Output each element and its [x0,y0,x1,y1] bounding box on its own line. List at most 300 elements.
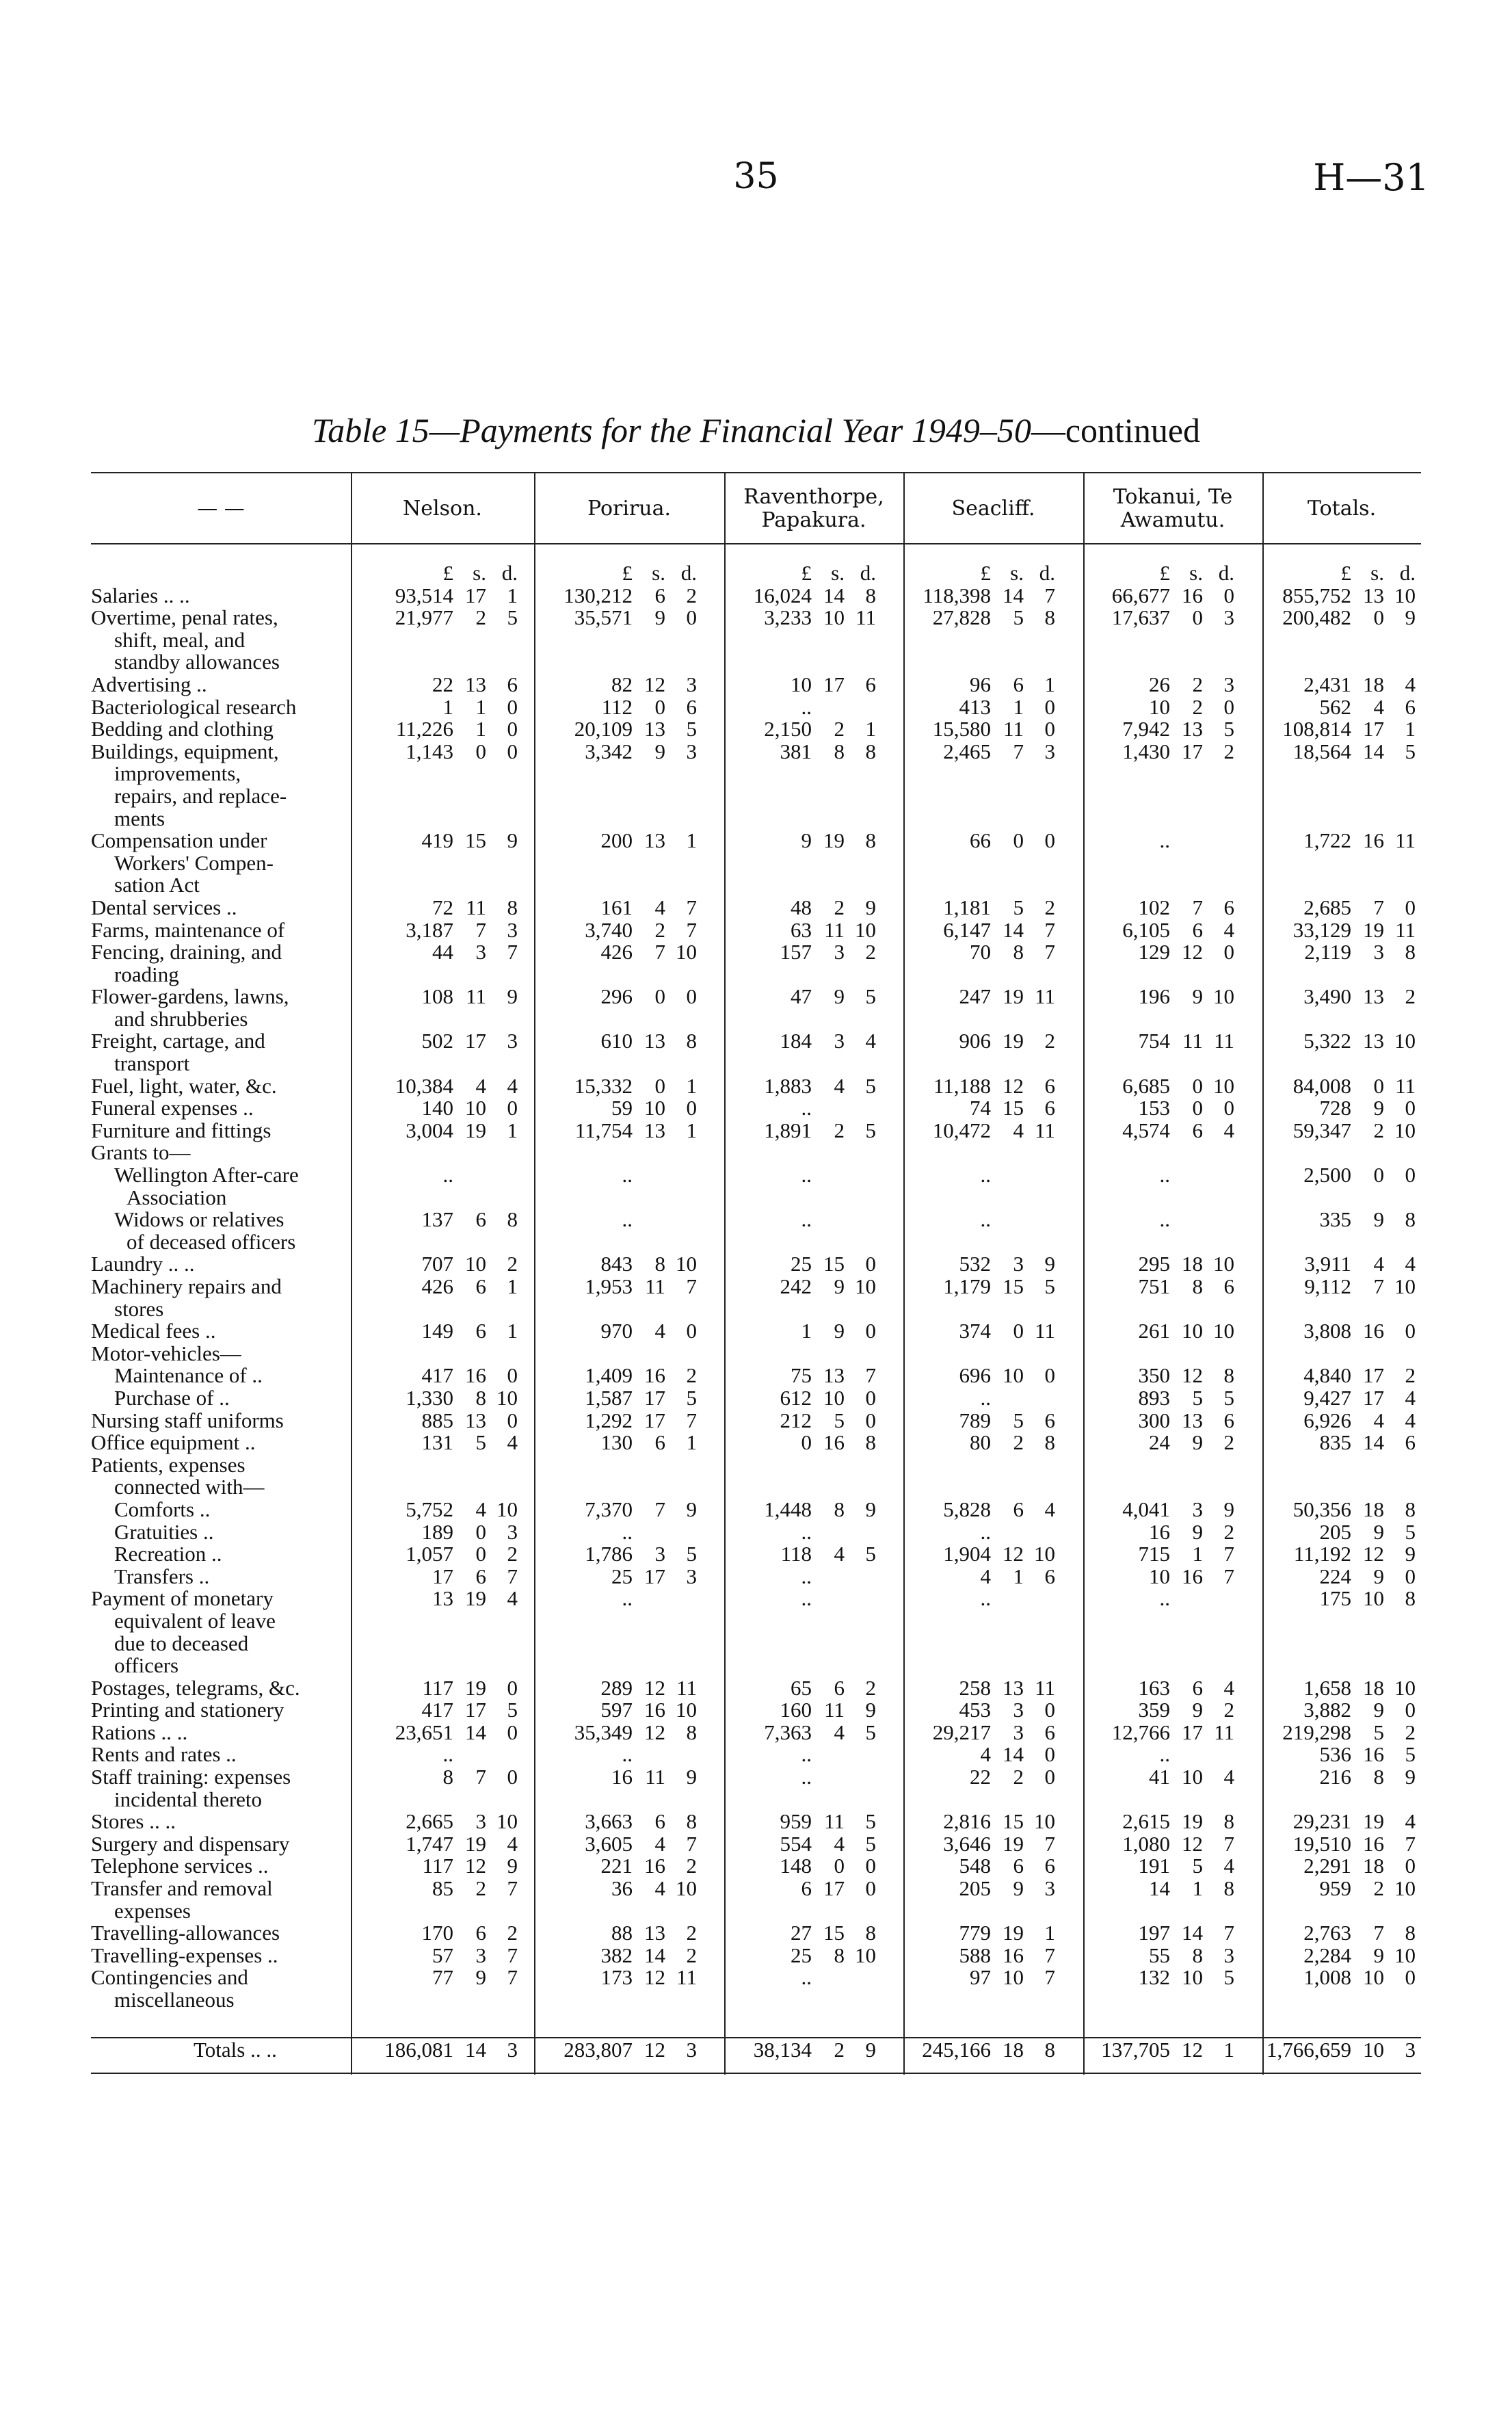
amount-shillings: 10 [1363,1965,1384,1990]
amount-pounds: 715 [1138,1542,1170,1566]
amount [1247,1253,1428,1276]
table-row [91,674,1428,696]
amount-cell [1067,1588,1247,1677]
amount-cell [351,1343,530,1365]
amount [888,1588,1067,1610]
amount-cell [888,1922,1067,1945]
amount-pence: 0 [1405,1096,1416,1120]
amount-cell [709,1142,888,1164]
amount-shillings: 6 [654,1430,665,1455]
row-label-line: due to deceased [114,1631,249,1655]
amount [1247,1209,1428,1231]
amount-pounds: 22 [970,1765,991,1789]
amount-cell [351,1209,530,1253]
amount-pence: 9 [865,1497,876,1521]
amount-pence [845,1097,876,1120]
amount [1067,1410,1247,1432]
amount-shillings [1170,1164,1203,1187]
amount-pence: 9 [507,1854,518,1878]
amount-pounds: 72 [432,895,453,919]
amount-cell [351,1253,530,1276]
amount [888,1945,1067,1967]
amount-shillings: 19 [465,1675,486,1700]
header-tokanui: Tokanui, Te Awamutu. [1113,485,1233,532]
amount [351,585,530,607]
amount-pence: 6 [1044,1564,1055,1588]
amount-cell [709,1387,888,1410]
amount-shillings: 19 [823,828,845,853]
amount [1067,1209,1247,1231]
amount-cell [1247,1142,1428,1164]
amount-shillings: 9 [1192,1519,1203,1544]
row-label-cell [91,1766,351,1811]
amount-shillings: 9 [1373,1519,1384,1544]
amount-shillings: 2 [1013,1430,1024,1455]
amount-cell [530,2012,709,2062]
amount-pounds: 27 [791,1921,812,1945]
amount-pence: 4 [507,1831,518,1856]
amount-pence: 4 [1044,1497,1055,1521]
amount-cell [1067,585,1247,607]
amount-cell [1247,696,1428,719]
amount-cell [888,1833,1067,1856]
amount [1067,696,1247,719]
amount-cell [530,1878,709,1922]
row-label-cell [91,1454,351,1499]
unit-pounds: £ [1340,561,1351,585]
amount-cell [1067,674,1247,696]
amount [888,1120,1067,1142]
amount-cell [530,1164,709,1209]
amount-cell [351,1922,530,1945]
amount [709,607,888,629]
amount-pence: 9 [507,828,518,853]
row-label-cell [91,1967,351,2011]
amount [351,1722,530,1744]
row-label-line: Salaries .. .. [91,583,190,607]
amount-shillings: 1 [1013,1564,1024,1588]
amount [888,1722,1067,1744]
amount-pence: 6 [1405,694,1416,719]
amount [351,718,530,741]
units-row [91,562,1428,585]
amount-shillings: 14 [1003,1742,1024,1767]
amount-pence: 4 [1405,1385,1416,1410]
amount-cell [351,1878,530,1922]
amount-cell [1067,1499,1247,1521]
amount-pence: 0 [1405,1854,1416,1878]
amount-shillings: 2 [1013,1765,1024,1789]
amount [709,1521,888,1544]
row-label-line: Office equipment .. [91,1430,256,1455]
amount-cell [1247,1855,1428,1878]
amount-pence: 10 [676,1698,697,1722]
amount [1067,1320,1247,1343]
table-row [91,1588,1428,1677]
amount [888,2039,1067,2062]
amount-shillings: 19 [1182,1809,1203,1834]
amount [888,1967,1067,1989]
row-label-cell [91,1320,351,1343]
amount [709,941,888,964]
amount-cell [709,1566,888,1588]
amount-cell [530,1543,709,1566]
row-label-cell [91,607,351,674]
amount [530,1945,709,1967]
amount-shillings: 10 [1182,1319,1203,1343]
amount-pounds: 137,705 [1101,2037,1170,2062]
row-label-line: Staff training: expenses [91,1765,291,1789]
amount [709,1253,888,1276]
amount-cell [709,1343,888,1365]
amount [709,2039,888,2062]
amount-pounds: 219,298 [1282,1720,1351,1744]
amount-pounds: 74 [970,1096,991,1120]
amount [1067,585,1247,607]
amount-pence: 5 [865,1118,876,1142]
amount-pounds: 19,510 [1292,1831,1351,1856]
amount-pence: 7 [1044,940,1055,964]
amount [1067,1543,1247,1566]
amount [351,897,530,919]
amount [709,1432,888,1454]
amount-cell [530,919,709,942]
amount-cell [1247,1454,1428,1499]
amount-shillings: 0 [1192,605,1203,630]
amount-pence: 0 [1405,1564,1416,1588]
table-row [91,1677,1428,1700]
amount-pounds: 1,786 [585,1542,633,1566]
amount [888,897,1067,919]
amount-pence: 2 [686,1921,697,1945]
amount-shillings: 17 [823,672,845,696]
amount-cell [351,1811,530,1833]
amount [1247,1365,1428,1387]
amount-cell [888,1387,1067,1410]
amount-pounds: 502 [421,1029,453,1053]
amount [351,1209,530,1231]
amount [888,1432,1067,1454]
amount-pounds: 118,398 [923,583,991,607]
payments-table [91,562,1428,2061]
amount-pence: 4 [1223,1675,1234,1700]
amount-cell [1067,1142,1247,1164]
amount-shillings: 2 [834,2037,845,2062]
amount [351,1811,530,1833]
amount-shillings [1170,1588,1203,1610]
amount-cell [1067,1878,1247,1922]
amount [709,1677,888,1700]
amount [530,1855,709,1878]
amount [888,1878,1067,1900]
amount [888,1699,1067,1722]
amount-cell [709,941,888,986]
table-row [91,1945,1428,1967]
amount-pounds: 50,356 [1292,1497,1351,1521]
amount-pounds: 4,574 [1122,1118,1170,1142]
amount-pounds: 242 [780,1274,812,1298]
amount-shillings: 16 [1363,1742,1384,1767]
amount-cell [530,1945,709,1967]
amount-cell [530,1209,709,1253]
amount-shillings: 5 [1192,1854,1203,1878]
amount-shillings: 6 [834,1675,845,1700]
amount-cell [1247,1387,1428,1410]
amount-cell [1067,1967,1247,2011]
amount [1067,1967,1247,1989]
amount-shillings: 2 [475,1876,486,1901]
amount-shillings: 4 [834,1073,845,1098]
amount [888,1097,1067,1120]
amount [530,1922,709,1945]
row-label-line: Dental services .. [91,895,237,919]
amount-pence: 10 [1213,1073,1234,1098]
amount-cell [888,1677,1067,1700]
amount-shillings: 0 [654,1073,665,1098]
amount [530,718,709,741]
amount [709,919,888,942]
amount-cell [888,607,1067,674]
amount [530,1030,709,1053]
amount-pence: 2 [507,1921,518,1945]
amount-pounds: 548 [959,1854,991,1878]
amount-cell [1247,1677,1428,1700]
amount-cell [709,897,888,919]
amount-pence: 1 [686,1430,697,1455]
amount-pounds: 381 [780,739,812,763]
amount-shillings: 10 [465,1252,486,1276]
amount-shillings: 10 [644,1096,665,1120]
amount-shillings: 16 [1363,828,1384,853]
row-label-cell [91,1588,351,1677]
amount-shillings: 0 [475,1519,486,1544]
amount [709,1120,888,1142]
amount-pounds: 108,814 [1282,717,1351,741]
amount-pounds: 140 [421,1096,453,1120]
amount-cell [1247,674,1428,696]
amount-pounds: 15,580 [932,717,991,741]
amount [709,1766,888,1789]
amount-shillings: 8 [834,1943,845,1967]
amount-pounds: 696 [959,1363,991,1388]
amount-pounds: 59,347 [1292,1118,1351,1142]
amount-pence: 6 [1044,1408,1055,1432]
amount [709,741,888,763]
amount-cell [351,1120,530,1142]
amount-pounds: 779 [959,1921,991,1945]
amount-shillings: 8 [834,1497,845,1521]
amount-pence: 11 [676,1965,697,1990]
amount [709,1097,888,1120]
table-row [91,1142,1428,1164]
amount-pence: 9 [865,1698,876,1722]
amount-pence: 4 [1405,672,1416,696]
amount-shillings: 5 [475,1430,486,1455]
amount-shillings: 12 [644,672,665,696]
amount-pounds: 5,322 [1303,1029,1351,1053]
amount [709,585,888,607]
header-label: — — [197,497,245,521]
amount-shillings [812,1967,845,1989]
amount-pounds: 1,430 [1122,739,1170,763]
amount-pence: 8 [1405,940,1416,964]
amount-pounds: 893 [1138,1385,1170,1410]
row-label-line: Printing and stationery [91,1698,284,1722]
amount-cell [1247,585,1428,607]
amount-pounds: 597 [600,1698,633,1722]
amount-pence [1024,1387,1055,1410]
amount [888,696,1067,719]
amount [709,1276,888,1298]
amount-shillings [991,1387,1024,1410]
amount-shillings: 9 [1373,1096,1384,1120]
amount-pounds: 261 [1138,1319,1170,1343]
row-label-line: Surgery and dispensary [91,1831,290,1856]
amount [1067,1253,1247,1276]
amount [1247,1410,1428,1432]
amount [709,830,888,852]
amount-cell [530,986,709,1030]
amount [1067,1521,1247,1544]
amount-pence: 2 [1223,1430,1234,1455]
amount-cell [709,1967,888,2011]
amount-pence: 10 [1394,1675,1416,1700]
amount-pounds: .. [980,1586,991,1611]
units-cell [709,562,888,585]
amount-pounds: 959 [1319,1876,1351,1901]
amount [351,1744,530,1766]
amount [888,1209,1067,1231]
row-label-cell [91,941,351,986]
table-row [91,1521,1428,1544]
amount-pounds: 6,105 [1122,917,1170,942]
amount [709,1566,888,1588]
row-label-line: sation Act [114,873,200,897]
amount [351,1945,530,1967]
amount-cell [1067,1320,1247,1343]
amount [709,1499,888,1521]
amount-pounds: 4 [980,1564,991,1588]
amount-pence: 3 [1223,1943,1234,1967]
amount-pence: 0 [865,1319,876,1343]
unit-shillings: s. [1010,561,1024,585]
amount-shillings: 12 [465,1854,486,1878]
row-label-cell [91,718,351,741]
amount-cell [1247,1521,1428,1544]
amount-pence: 1 [686,1073,697,1098]
amount-pounds: 1,766,659 [1266,2037,1351,2062]
amount-shillings: 16 [823,1430,845,1455]
row-label-line: Compensation under [91,828,267,853]
amount-shillings: 7 [654,940,665,964]
amount-pence: 8 [686,1809,697,1834]
amount [351,1499,530,1521]
amount-shillings: 3 [475,1809,486,1834]
table-row [91,1120,1428,1142]
amount [530,1097,709,1120]
amount-cell [1247,1566,1428,1588]
amount-pence: 1 [507,583,518,607]
amount [709,1209,888,1231]
table-row [91,696,1428,719]
amount-shillings: 0 [1373,605,1384,630]
amount-pounds: 554 [780,1831,812,1856]
row-label-cell [91,1722,351,1744]
amount-pence: 3 [686,2037,697,2062]
amount-pounds: .. [980,1385,991,1410]
amount-pence: 6 [1223,895,1234,919]
amount [1067,1387,1247,1410]
amount-pence: 8 [1405,1207,1416,1232]
row-label-line: Telephone services .. [91,1854,269,1878]
amount-shillings: 4 [1373,1408,1384,1432]
amount-pounds: 82 [611,672,633,696]
amount-cell [709,1410,888,1432]
amount-pounds: .. [801,1519,812,1544]
amount-cell [888,1722,1067,1744]
amount-cell [351,897,530,919]
amount-pence: 0 [686,605,697,630]
amount-pence: 3 [1405,2037,1416,2062]
row-label-cell [91,1811,351,1833]
amount [1067,1699,1247,1722]
amount-cell [1247,1410,1428,1432]
amount-cell [1247,1945,1428,1967]
amount-pounds: 88 [611,1921,633,1945]
amount [530,1588,709,1610]
amount [888,1320,1067,1343]
amount-pence [1203,1744,1234,1766]
amount-pence: 8 [865,583,876,607]
amount-shillings: 8 [654,1252,665,1276]
amount-pounds: 1,179 [943,1274,991,1298]
row-label-line: Laundry .. .. [91,1252,195,1276]
amount-shillings [991,1588,1024,1610]
amount-shillings: 11 [824,1809,845,1834]
amount-pounds: 885 [421,1408,453,1432]
amount-cell [1067,1276,1247,1320]
amount-pence: 3 [1044,739,1055,763]
amount-pounds: 562 [1319,694,1351,719]
amount-pounds: .. [1159,1163,1170,1187]
amount [1067,607,1247,629]
amount-pounds: 2,119 [1304,940,1351,964]
amount-cell [1247,1164,1428,1209]
amount [351,830,530,852]
amount-pounds: 11,188 [933,1073,991,1098]
table-row [91,1164,1428,1209]
amount-pounds: 102 [1138,895,1170,919]
amount-shillings: 0 [1192,1073,1203,1098]
amount-cell [530,1855,709,1878]
row-label-line: Rations .. .. [91,1720,188,1744]
amount-cell [351,986,530,1030]
amount-cell [1247,919,1428,942]
row-label-cell [91,1677,351,1700]
amount-cell [709,1365,888,1387]
amount-shillings: 11 [645,1274,665,1298]
amount-shillings: 13 [823,1363,845,1388]
amount-cell [888,1343,1067,1365]
amount-cell [530,674,709,696]
amount-pence: 0 [507,1096,518,1120]
amount [1067,1677,1247,1700]
amount-pounds: 453 [959,1698,991,1722]
amount-pence [665,1164,697,1187]
amount-cell [1067,1922,1247,1945]
amount-pence: 2 [1405,984,1416,1009]
amount [709,1945,888,1967]
